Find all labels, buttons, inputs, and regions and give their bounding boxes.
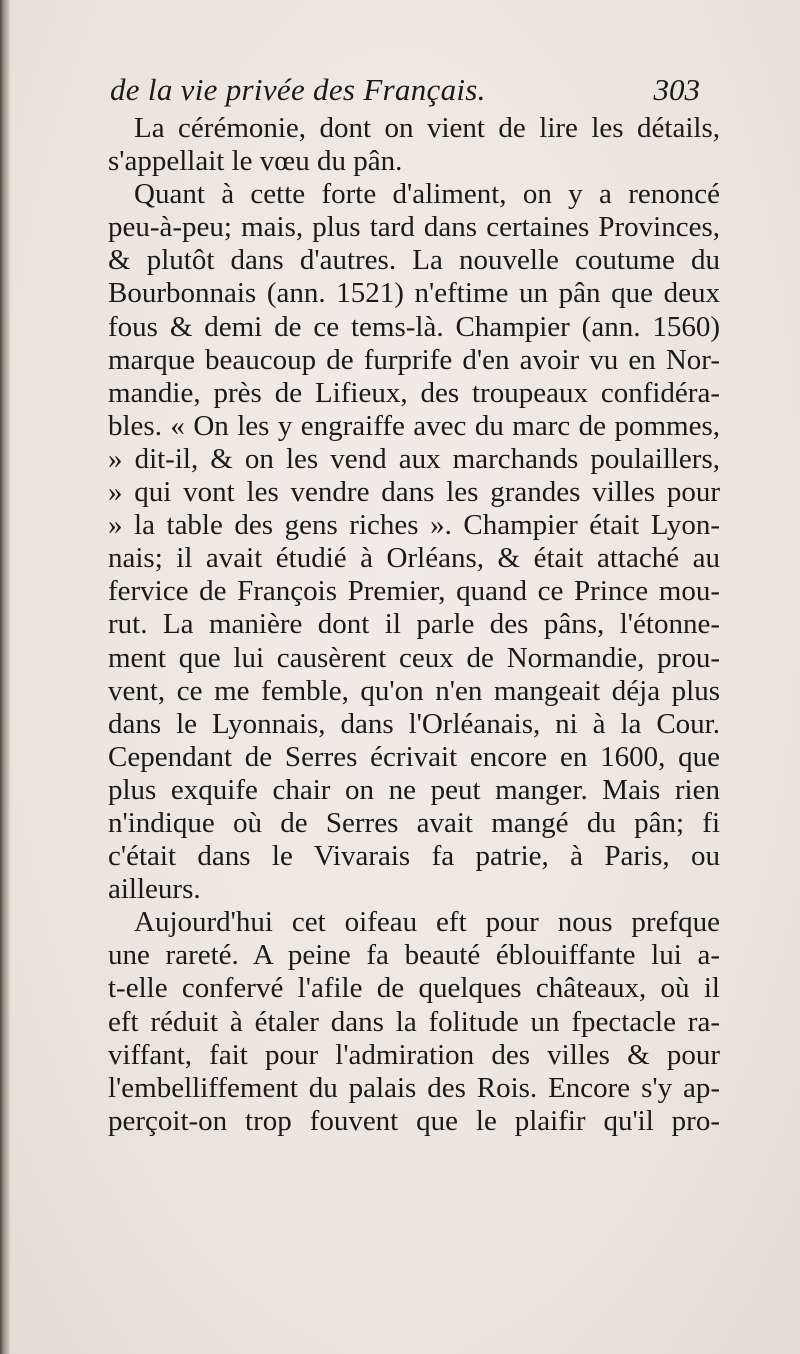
text-line: & plutôt dans d'autres. La nouvelle coutume du xyxy=(108,244,720,277)
text-line: ment que lui causèrent ceux de Normandie, prou- xyxy=(108,641,720,674)
running-title: de la vie privée des Français. xyxy=(110,72,486,107)
text-line: bles. « On les y engraiffe avec du marc de pommes, xyxy=(108,409,720,442)
text-line: une rareté. A peine fa beauté éblouiffante lui a- xyxy=(108,939,720,972)
text-line: Quant à cette forte d'aliment, on y a renoncé xyxy=(134,178,720,211)
text-line: Bourbonnais (ann. 1521) n'eftime un pân que deux xyxy=(108,277,720,310)
text-line: eft réduit à étaler dans la folitude un fpectacle ra- xyxy=(108,1005,720,1038)
page-header xyxy=(110,72,700,112)
text-line: dans le Lyonnais, dans l'Orléanais, ni à la Cour. xyxy=(108,707,720,740)
text-line: l'embelliffement du palais des Rois. Encore s'y ap- xyxy=(108,1071,720,1104)
text-line: mandie, près de Lifieux, des troupeaux confidéra- xyxy=(108,376,720,409)
body-text xyxy=(108,112,720,1138)
text-line: » la table des gens riches ». Champier était Lyon- xyxy=(108,509,720,542)
text-line: t-elle confervé l'afile de quelques châteaux, où il xyxy=(108,972,720,1005)
text-line: n'indique où de Serres avait mangé du pân; fi xyxy=(108,806,720,839)
binding-edge xyxy=(0,0,10,1354)
text-line: ailleurs. xyxy=(108,873,201,906)
text-line: Cependant de Serres écrivait encore en 1600, que xyxy=(108,740,720,773)
text-line: » qui vont les vendre dans les grandes villes pour xyxy=(108,476,720,509)
text-line: plus exquife chair on ne peut manger. Mais rien xyxy=(108,773,720,806)
text-line: » dit-il, & on les vend aux marchands poulaillers, xyxy=(108,442,720,475)
text-line: nais; il avait étudié à Orléans, & était attaché au xyxy=(108,542,720,575)
text-line: perçoit-on trop fouvent que le plaifir qu'il pro- xyxy=(108,1104,720,1137)
text-line: La cérémonie, dont on vient de lire les détails, xyxy=(134,112,720,144)
page-number: 303 xyxy=(653,72,700,107)
text-line: viffant, fait pour l'admiration des villes & pour xyxy=(108,1038,720,1071)
text-line: fervice de François Premier, quand ce Prince mou- xyxy=(108,575,720,608)
text-line: fous & demi de ce tems-là. Champier (ann. 1560) xyxy=(108,310,720,343)
text-line: rut. La manière dont il parle des pâns, l'étonne- xyxy=(108,608,720,641)
text-line: s'appellait le vœu du pân. xyxy=(108,145,403,178)
text-line: vent, ce me femble, qu'on n'en mangeait déja plus xyxy=(108,674,720,707)
text-line: peu-à-peu; mais, plus tard dans certaines Provinces, xyxy=(108,211,720,244)
text-line: c'était dans le Vivarais fa patrie, à Paris, ou xyxy=(108,840,720,873)
text-line: marque beaucoup de furprife d'en avoir vu en Nor- xyxy=(108,343,720,376)
text-line: Aujourd'hui cet oifeau eft pour nous prefque xyxy=(134,906,720,939)
